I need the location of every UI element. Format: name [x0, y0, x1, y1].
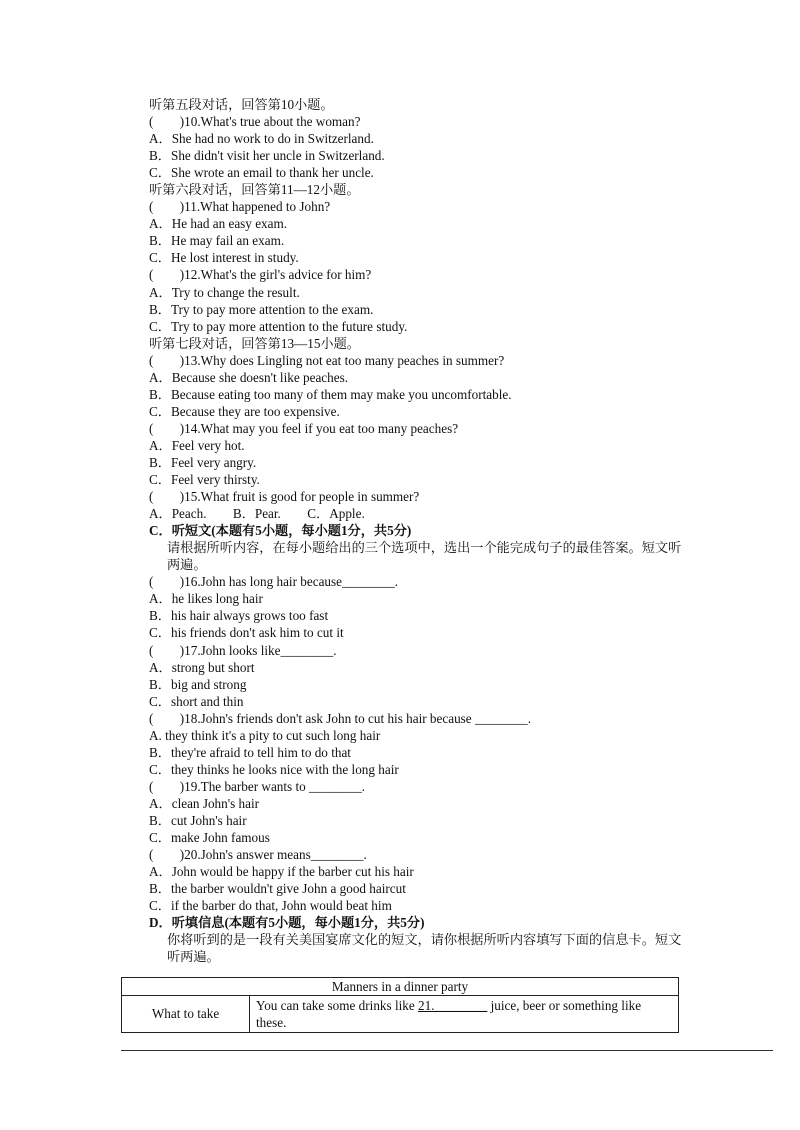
table-title: Manners in a dinner party: [122, 978, 679, 996]
q17-c: C．short and thin: [149, 693, 244, 709]
q20-c: C．if the barber do that, John would beat him: [149, 898, 392, 914]
q12-c: C．Try to pay more attention to the future study.: [149, 318, 408, 334]
q17: ( )17.John looks like________.: [149, 642, 337, 658]
q10-c: C．She wrote an email to thank her uncle.: [149, 165, 374, 181]
q18: ( )18.John's friends don't ask John to cut his hair because ________.: [149, 710, 532, 726]
q19-c: C．make John famous: [149, 830, 270, 846]
q14-c: C．Feel very thirsty.: [149, 472, 260, 488]
q11-b: B．He may fail an exam.: [149, 233, 285, 249]
content-text: juice, beer or something like these.: [256, 998, 642, 1030]
q16-b: B．his hair always grows too fast: [149, 608, 329, 624]
q18-c: C．they thinks he looks nice with the long hair: [149, 761, 399, 777]
sC-instr: 请根据所听内容，在每小题给出的三个选项中，选出一个能完成句子的最佳答案。短文听两遍。: [167, 540, 682, 573]
q17-a: A．strong but short: [149, 659, 255, 675]
q14: ( )14.What may you feel if you eat too many peaches?: [149, 420, 459, 436]
q12-a: A．Try to change the result.: [149, 284, 300, 300]
q19: ( )19.The barber wants to ________.: [149, 778, 366, 794]
row-content: [250, 996, 679, 1033]
q20-a: A．John would be happy if the barber cut his hair: [149, 864, 414, 880]
q14-a: A．Feel very hot.: [149, 437, 245, 453]
q16-c: C．his friends don't ask him to cut it: [149, 625, 344, 641]
sD-instr: 你将听到的是一段有关美国宴席文化的短文，请你根据所听内容填写下面的信息卡。短文听两遍。: [167, 932, 682, 965]
row-label: What to take: [122, 996, 250, 1033]
q20: ( )20.John's answer means________.: [149, 847, 367, 863]
q10-b: B．She didn't visit her uncle in Switzerland.: [149, 148, 385, 164]
table-header-row: [122, 978, 679, 996]
q18-a: A. they think it's a pity to cut such long hair: [149, 727, 381, 743]
q13-b: B．Because eating too many of them may make you uncomfortable.: [149, 386, 512, 402]
q11-a: A．He had an easy exam.: [149, 216, 288, 232]
sC-heading: C．听短文(本题有5小题，每小题1分，共5分): [149, 523, 412, 539]
q20-b: B．the barber wouldn't give John a good haircut: [149, 881, 406, 897]
sD-heading: D．听填信息(本题有5小题，每小题1分，共5分): [149, 915, 425, 931]
s6-heading: 听第六段对话，回答第11—12小题。: [149, 182, 360, 198]
content-text: You can take some drinks like: [256, 998, 419, 1013]
q13-c: C．Because they are too expensive.: [149, 403, 340, 419]
q14-b: B．Feel very angry.: [149, 454, 257, 470]
table-row: [122, 996, 679, 1033]
page-divider: [121, 1050, 773, 1051]
q15-opts: A．Peach. B．Pear. C．Apple.: [149, 506, 365, 522]
q13: ( )13.Why does Lingling not eat too many peaches in summer?: [149, 352, 505, 368]
q15: ( )15.What fruit is good for people in summer?: [149, 489, 420, 505]
q17-b: B．big and strong: [149, 676, 247, 692]
q19-b: B．cut John's hair: [149, 812, 247, 828]
q12: ( )12.What's the girl's advice for him?: [149, 267, 372, 283]
q10: ( )10.What's true about the woman?: [149, 114, 361, 130]
q19-a: A．clean John's hair: [149, 795, 260, 811]
question-list: [149, 96, 689, 965]
q12-b: B．Try to pay more attention to the exam.: [149, 301, 374, 317]
q16: ( )16.John has long hair because________.: [149, 574, 399, 590]
s5-heading: 听第五段对话，回答第10小题。: [149, 97, 334, 112]
q11-c: C．He lost interest in study.: [149, 250, 299, 266]
q13-a: A．Because she doesn't like peaches.: [149, 369, 349, 385]
q11: ( )11.What happened to John?: [149, 199, 331, 215]
s7-heading: 听第七段对话，回答第13—15小题。: [149, 335, 360, 351]
q18-b: B．they're afraid to tell him to do that: [149, 744, 351, 760]
answer-blank-21[interactable]: 21.________: [418, 998, 488, 1013]
q16-a: A．he likes long hair: [149, 591, 263, 607]
q10-a: A．She had no work to do in Switzerland.: [149, 131, 374, 147]
info-card-table: [121, 977, 679, 1033]
